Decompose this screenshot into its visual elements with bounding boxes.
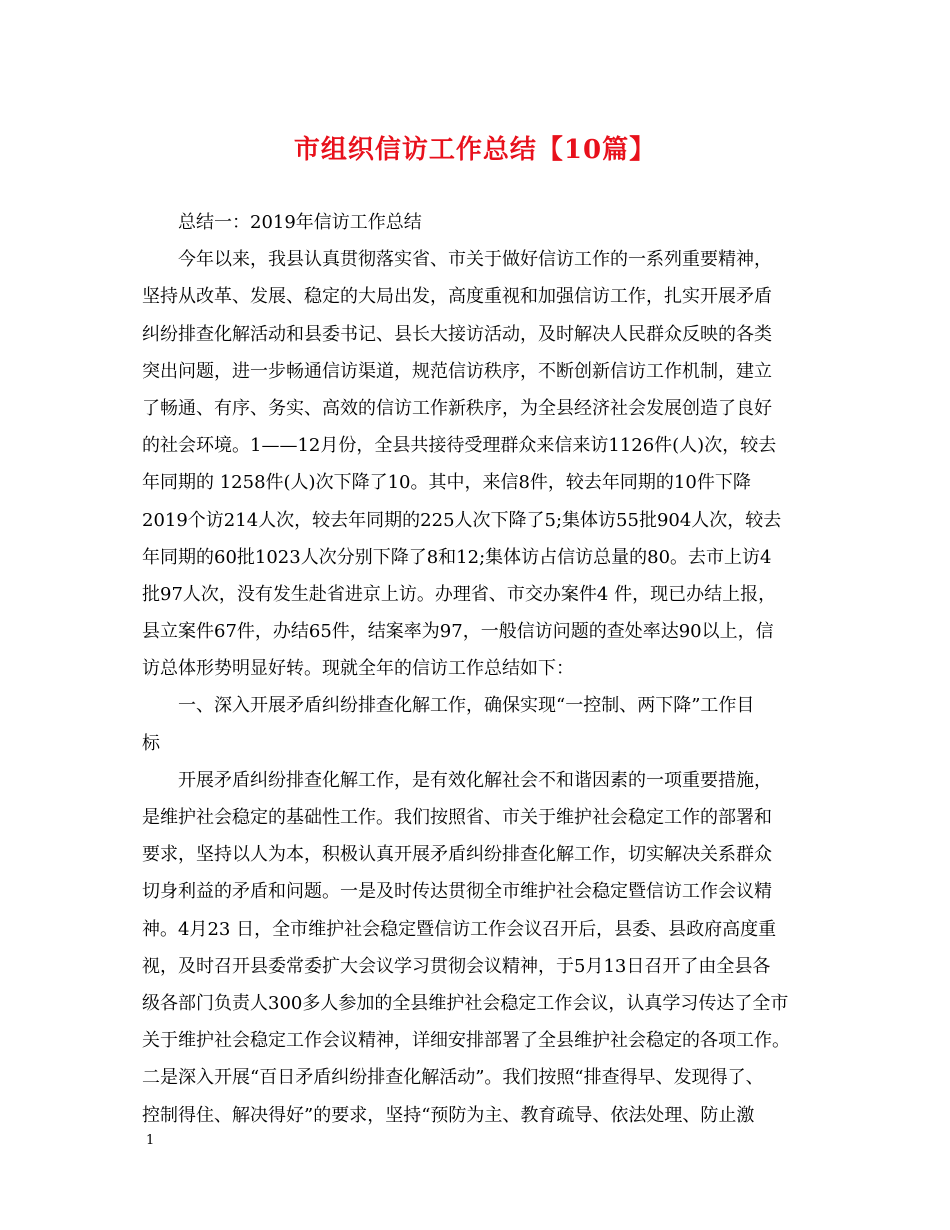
body-line: 批97人次，没有发生赴省进京上访。办理省、市交办案件4 件，现已办结上报，	[142, 583, 777, 605]
document-title: 市组织信访工作总结【10篇】	[293, 135, 657, 165]
body-line: 2019个访214人次，较去年同期的225人次下降了5;集体访55批904人次，较去	[142, 509, 782, 531]
body-line: 县立案件67件，办结65件，结案率为97，一般信访问题的查处率达90以上，信	[142, 621, 774, 643]
body-line: 年同期的 1258件(人)次下降了10。其中，来信8件，较去年同期的10件下降	[142, 472, 751, 494]
body-line: 级各部门负责人300多人参加的全县维护社会稳定工作会议，认真学习传达了全市	[142, 992, 789, 1014]
body-line: 开展矛盾纠纷排查化解工作，是有效化解社会不和谐因素的一项重要措施，	[178, 769, 772, 791]
body-line: 视，及时召开县委常委扩大会议学习贯彻会议精神，于5月13日召开了由全县各	[142, 955, 771, 977]
body-line: 坚持从改革、发展、稳定的大局出发，高度重视和加强信访工作，扎实开展矛盾	[142, 286, 772, 308]
document-body	[142, 204, 802, 1134]
section-heading: 总结一：2019年信访工作总结	[178, 212, 422, 233]
body-line: 访总体形势明显好转。现就全年的信访工作总结如下：	[142, 658, 574, 680]
body-line: 了畅通、有序、务实、高效的信访工作新秩序，为全县经济社会发展创造了良好	[142, 397, 772, 419]
subsection-heading-continued: 标	[142, 732, 160, 754]
body-line: 切身利益的矛盾和问题。一是及时传达贯彻全市维护社会稳定暨信访工作会议精	[142, 881, 772, 903]
body-line: 是维护社会稳定的基础性工作。我们按照省、市关于维护社会稳定工作的部署和	[142, 807, 772, 828]
body-line: 控制得住、解决得好”的要求，坚持“预防为主、教育疏导、依法处理、防止激	[142, 1104, 755, 1126]
body-line: 年同期的60批1023人次分别下降了8和12;集体访占信访总量的80。去市上访4	[142, 546, 772, 568]
body-line: 关于维护社会稳定工作会议精神，详细安排部署了全县维护社会稳定的各项工作。	[142, 1030, 790, 1052]
body-line: 要求，坚持以人为本，积极认真开展矛盾纠纷排查化解工作，切实解决关系群众	[142, 844, 772, 866]
body-line: 今年以来，我县认真贯彻落实省、市关于做好信访工作的一系列重要精神，	[178, 249, 772, 271]
body-line: 的社会环境。1——12月份，全县共接待受理群众来信来访1126件(人)次，较去	[142, 435, 777, 457]
body-line: 纠纷排查化解活动和县委书记、县长大接访活动，及时解决人民群众反映的各类	[142, 323, 772, 345]
page-number: 1	[146, 1133, 155, 1148]
subsection-heading: 一、深入开展矛盾纠纷排查化解工作，确保实现“一控制、两下降”工作目	[178, 695, 755, 717]
body-line: 神。4月23 日，全市维护社会稳定暨信访工作会议召开后，县委、县政府高度重	[142, 918, 777, 940]
body-line: 二是深入开展“百日矛盾纠纷排查化解活动”。我们按照“排查得早、发现得了、	[142, 1067, 764, 1089]
body-line: 突出问题，进一步畅通信访渠道，规范信访秩序，不断创新信访工作机制，建立	[142, 360, 772, 382]
